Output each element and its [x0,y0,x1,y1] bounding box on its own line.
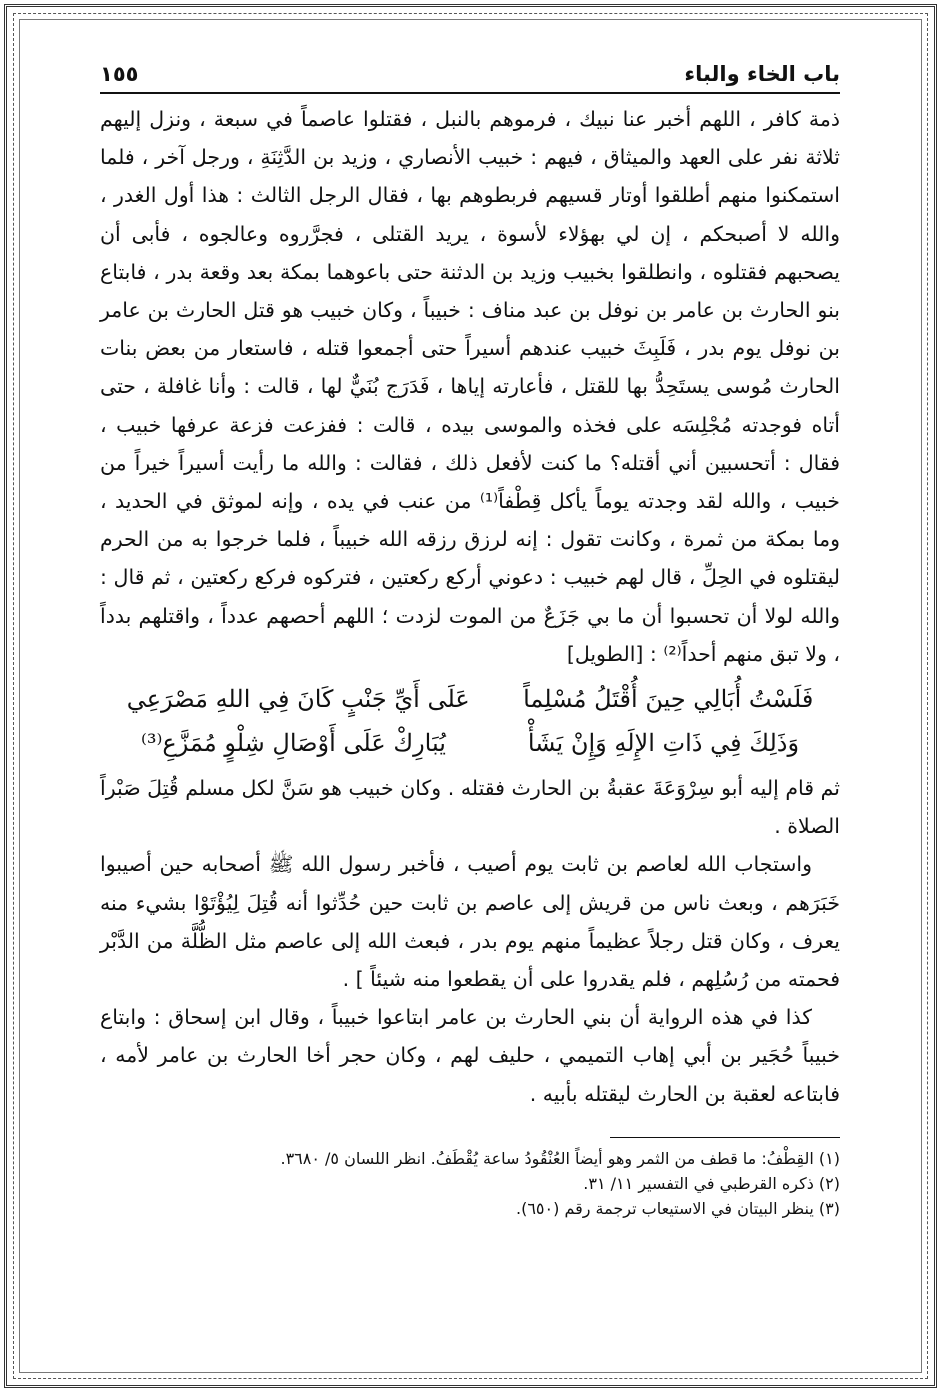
verse-1 [100,677,840,721]
verse-2-first-hemistich: وَذَلِكَ فِي ذَاتِ الإِلَهِ وَإِنْ يَشَأْ [527,729,800,758]
main-text [100,100,840,1113]
chapter-title: باب الخاء والباء [684,62,840,86]
footnote-1: (١) القِطْفُ: ما قطف من الثمر وهو أيضاً العُنْقُودُ ساعة يُقْطَفُ. انظر اللسان ٥/ ٣٦٨٠. [280,1148,840,1168]
footnotes [100,1146,840,1221]
footnote-2: (٢) ذكره القرطبي في التفسير ١١/ ٣١. [583,1173,840,1193]
verse-2 [100,721,840,765]
paragraph-1: ذمة كافر ، اللهم أخبر عنا نبيك ، فرموهم بالنبل ، فقتلوا عاصماً في سبعة ، ونزل إليهم ثلاثة نفر على العهد والميثاق ، فيهم : خبيب الأنصاري ، وزيد بن الدَّثِنَةِ ، ورجل آخر ، فلما استمكنوا منهم أطلقوا أوتار قسيهم فربطوهم بها ، فقال الرجل الثالث : هذا أول الغدر ، والله لا أصبحكم ، إن لي بهؤلاء لأسوة ، يريد القتلى ، فجرَّروه وعالجوه ، فأبى أن يصحبهم فقتلوه ، وانطلقوا بخبيب وزيد بن الدثنة حتى باعوهما بمكة بعد وقعة بدر ، فابتاع بنو الحارث بن عامر بن نوفل بن عبد مناف : خبيباً ، وكان خبيب هو قتل الحارث بن عامر بن نوفل يوم بدر ، فَلَبِثَ خبيب عندهم أسيراً حتى أجمعوا قتله ، فاستعار من بعض بنات الحارث مُوسى يستَحِدُّ بها للقتل ، فأعارته إياها ، فَدَرَج بُنَيٌّ لها ، قالت : وأنا غافلة ، حتى أتاه فوجدته مُجْلِسَه على فخذه والموسى بيده ، قالت : ففزعت فزعة عرفها خبيب ، فقال : أتحسبين أني أقتله؟ ما كنت لأفعل ذلك ، فقالت : والله ما رأيت أسيراً خيراً من خبيب ، والله لقد وجدته يوماً يأكل قِطْفاً⁽¹⁾ من عنب في يده ، وإنه لموثق في الحديد ، وما بمكة من ثمرة ، وكانت تقول : إنه لرزق رزقه الله خبيباً ، فلما خرجوا به من الحرم ليقتلوه في الحِلِّ ، قال لهم خبيب : دعوني أركع ركعتين ، فتركوه فركع ركعتين ، ثم قال : والله لولا أن تحسبوا أن ما بي جَزَعٌ من الموت لزدت ؛ اللهم أحصهم عدداً ، واقتلهم بدداً ، ولا تبق منهم أحداً⁽²⁾ : [الطويل] [100,107,840,666]
paragraph-2: ثم قام إليه أبو سِرْوَعَةَ عقبةُ بن الحارث فقتله . وكان خبيب هو سَنَّ لكل مسلم قُتِلَ صَبْراً الصلاة . [100,776,840,839]
paragraph-3: واستجاب الله لعاصم بن ثابت يوم أصيب ، فأخبر رسول الله ﷺ أصحابه حين أصيبوا خَبَرَهم ، وبعث ناس من قريش إلى عاصم بن ثابت حين حُدِّثوا أنه قُتِلَ لِيُؤْتَوْا بشيء منه يعرف ، وكان قتل رجلاً عظيماً منهم يوم بدر ، فبعث الله إلى عاصم مثل الظُّلَّة من الدَّبْر فحمته من رُسُلِهم ، فلم يقدروا على أن يقطعوا منه شيئاً ] . [100,852,840,992]
page-number: ١٥٥ [100,62,139,86]
verse-2-second-hemistich: يُبَارِكْ عَلَى أَوْصَالِ شِلْوٍ مُمَزَّعِ⁽³⁾ [140,729,446,758]
footnote-3: (٣) ينظر البيتان في الاستيعاب ترجمة رقم (٦٥٠). [516,1198,840,1218]
footnote-separator [610,1137,840,1138]
verse-1-second-hemistich: عَلَى أَيِّ جَنْبٍ كَانَ فِي اللهِ مَصْرَعِي [126,685,470,714]
page-content [100,62,840,1221]
page-header [100,62,840,94]
verse-1-first-hemistich: فَلَسْتُ أُبَالِي حِينَ أُقْتَلُ مُسْلِماً [523,685,814,714]
paragraph-4: كذا في هذه الرواية أن بني الحارث بن عامر ابتاعوا خبيباً ، وقال ابن إسحاق : وابتاع خبيباً حُجَير بن أبي إهاب التميمي ، حليف لهم ، وكان حجر أخا الحارث بن عامر لأمه ، فابتاعه لعقبة بن الحارث ليقتله بأبيه . [100,1005,840,1106]
poem [100,677,840,765]
